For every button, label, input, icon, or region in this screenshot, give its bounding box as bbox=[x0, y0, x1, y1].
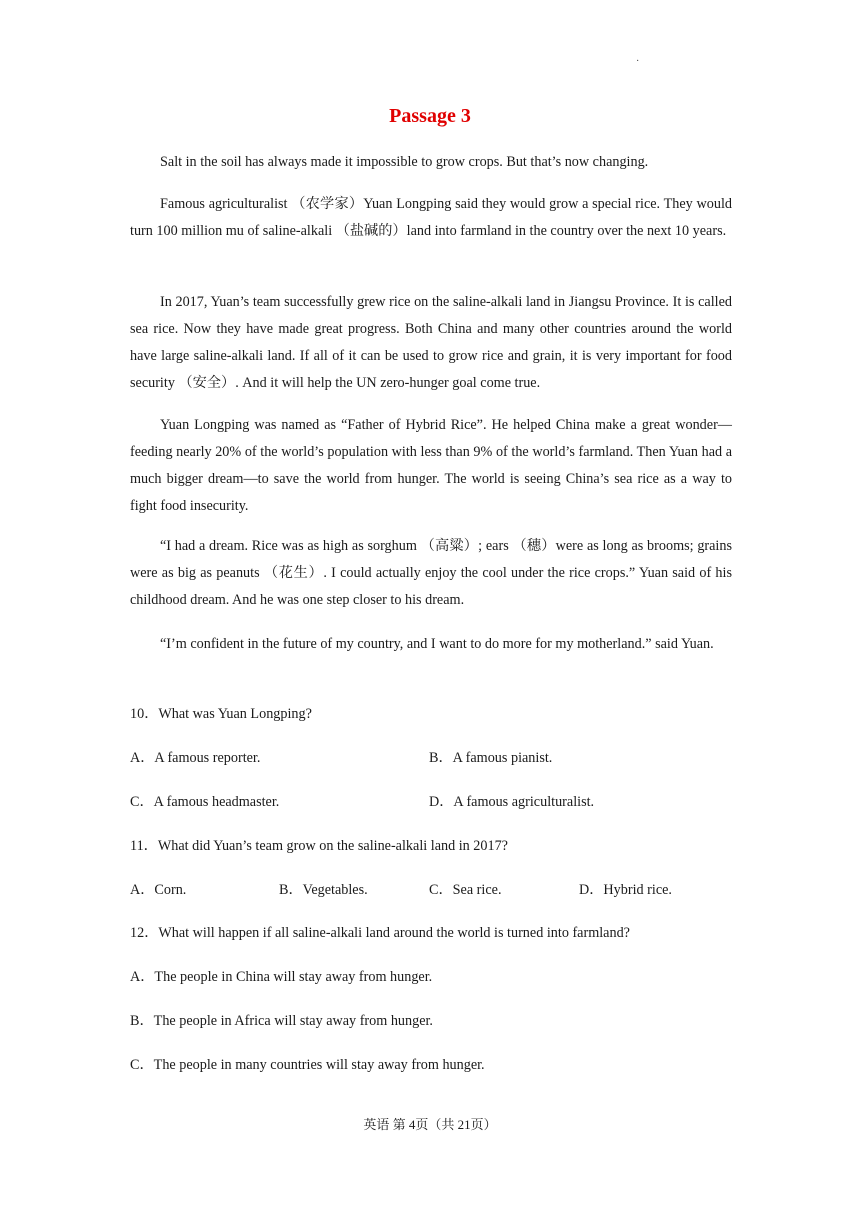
question-12-option-c: C．The people in many countries will stay away from hunger. bbox=[130, 1057, 485, 1073]
question-10-option-c: C．A famous headmaster. bbox=[130, 794, 280, 810]
passage-title: Passage 3 bbox=[389, 105, 471, 127]
paragraph-3: In 2017, Yuan’s team successfully grew rice on the saline-alkali land in Jiangsu Province. It is called sea rice. Now they have made great progress. Both China and many other countries around the world have large saline-alkali land. If all of it can be used to grow rice and grain, it is very important for food security （安全）. And it will help the UN zero-hunger goal come true. bbox=[130, 294, 732, 391]
question-12-stem: 12．What will happen if all saline-alkali land around the world is turned into farmland? bbox=[130, 925, 630, 941]
paragraph-6: “I’m confident in the future of my country, and I want to do more for my motherland.” said Yuan. bbox=[160, 636, 714, 652]
question-11-stem: 11．What did Yuan’s team grow on the saline-alkali land in 2017? bbox=[130, 838, 508, 854]
paragraph-4: Yuan Longping was named as “Father of Hybrid Rice”. He helped China make a great wonder—feeding nearly 20% of the world’s population with less than 9% of the world’s farmland. Then Yuan had a much bigger dream—to save the world from hunger. The world is seeing China’s sea rice as a way to fight food insecurity. bbox=[130, 417, 732, 514]
question-10-stem: 10．What was Yuan Longping? bbox=[130, 706, 312, 722]
paragraph-5: “I had a dream. Rice was as high as sorghum （高粱）; ears （穗）were as long as brooms; grains were as big as peanuts （花生）. I could actually enjoy the cool under the rice crops.” Yuan said of his childhood dream. And he was one step closer to his dream. bbox=[130, 538, 732, 608]
question-11-option-c: C．Sea rice. bbox=[429, 882, 502, 898]
question-10-option-b: B．A famous pianist. bbox=[429, 750, 553, 766]
question-10-option-a: A．A famous reporter. bbox=[130, 750, 261, 766]
paragraph-2: Famous agriculturalist （农学家）Yuan Longping said they would grow a special rice. They would turn 100 million mu of saline-alkali （盐碱的）land into farmland in the country over the next 10 years. bbox=[130, 196, 732, 239]
question-11-option-d: D．Hybrid rice. bbox=[579, 882, 672, 898]
header-mark: · bbox=[636, 56, 640, 67]
question-10-option-d: D．A famous agriculturalist. bbox=[429, 794, 595, 810]
page-footer: 英语 第 4页（共 21页） bbox=[363, 1117, 497, 1132]
paragraph-1: Salt in the soil has always made it impossible to grow crops. But that’s now changing. bbox=[160, 154, 649, 170]
question-12-option-b: B．The people in Africa will stay away from hunger. bbox=[130, 1013, 433, 1029]
question-11-option-b: B．Vegetables. bbox=[279, 882, 368, 898]
question-11-option-a: A．Corn. bbox=[130, 882, 187, 898]
question-12-option-a: A．The people in China will stay away from hunger. bbox=[130, 969, 433, 985]
